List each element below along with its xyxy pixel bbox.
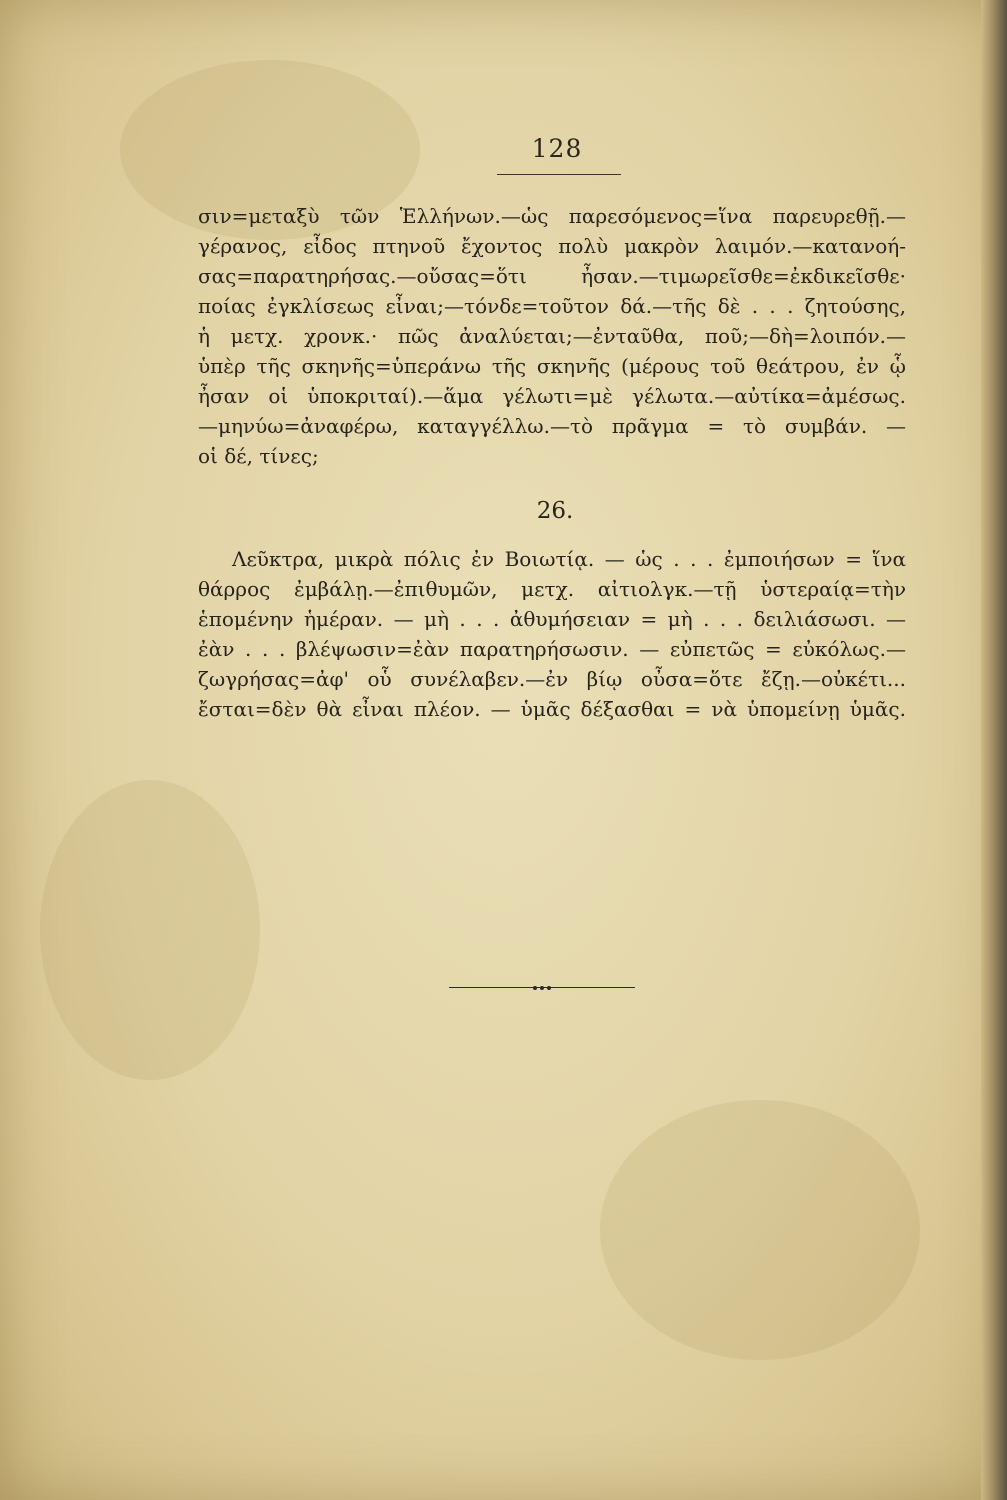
page-number: 128 (531, 134, 583, 163)
text-line: γέρανος, εἶδος πτηνοῦ ἔχοντος πολὺ μακρὸν λαιμόν.—κατανοή- (198, 234, 906, 258)
text-line: —μηνύω=ἀναφέρω, καταγγέλλω.—τὸ πρᾶγμα = τὸ συμβάν. — (198, 414, 906, 438)
end-ornament-rule (449, 985, 635, 991)
text-line: ὑπὲρ τῆς σκηνῆς=ὑπεράνω τῆς σκηνῆς (μέρους τοῦ θεάτρου, ἐν ᾧ (198, 354, 906, 378)
glossary-paragraph-1 (198, 201, 906, 471)
ornament-dot (533, 986, 537, 990)
paper-stain (40, 780, 260, 1080)
text-line: ποίας ἐγκλίσεως εἶναι;—τόνδε=τοῦτον δά.—τῆς δὲ . . . ζητούσης, (198, 294, 906, 318)
paper-stain (600, 1100, 920, 1360)
glossary-paragraph-2 (198, 544, 906, 724)
ornament-dot (540, 986, 544, 990)
text-line: θάρρος ἐμβάλῃ.—ἐπιθυμῶν, μετχ. αἰτιολγκ.—τῇ ὑστεραίᾳ=τὴν (198, 577, 906, 601)
header-rule (497, 174, 621, 175)
text-line: σας=παρατηρήσας.—οὔσας=ὅτι ἦσαν.—τιμωρεῖσθε=ἐκδικεῖσθε· (198, 264, 906, 288)
text-line: ἑπομένην ἡμέραν. — μὴ . . . ἀθυμήσειαν = μὴ . . . δειλιάσωσι. — (198, 607, 906, 631)
text-line: οἱ δέ, τίνες; (198, 444, 319, 468)
text-line: ἦσαν οἱ ὑποκριταί).—ἅμα γέλωτι=μὲ γέλωτα.—αὐτίκα=ἀμέσως. (198, 384, 906, 408)
text-line: ἐὰν . . . βλέψωσιν=ἐὰν παρατηρήσωσιν. — εὐπετῶς = εὐκόλως.— (198, 637, 906, 661)
text-line: ζωγρήσας=ἀφ' οὗ συνέλαβεν.—ἐν βίῳ οὖσα=ὅτε ἔζῃ.—οὐκέτι... (198, 667, 906, 691)
page-edge-shadow (981, 0, 1007, 1500)
text-line: Λεῦκτρα, μικρὰ πόλις ἐν Βοιωτίᾳ. — ὡς . . . ἐμποιήσων = ἵνα (232, 547, 906, 571)
text-line: σιν=μεταξὺ τῶν Ἑλλήνων.—ὡς παρεσόμενος=ἵνα παρευρεθῇ.— (198, 204, 906, 228)
text-line: ἔσται=δὲν θὰ εἶναι πλέον. — ὑμᾶς δέξασθαι = νὰ ὑπομείνῃ ὑμᾶς. (198, 697, 906, 721)
ornament-dot (547, 986, 551, 990)
text-line: ἡ μετχ. χρονκ.· πῶς ἀναλύεται;—ἐνταῦθα, ποῦ;—δὴ=λοιπόν.— (198, 324, 906, 348)
section-number: 26. (536, 498, 574, 524)
